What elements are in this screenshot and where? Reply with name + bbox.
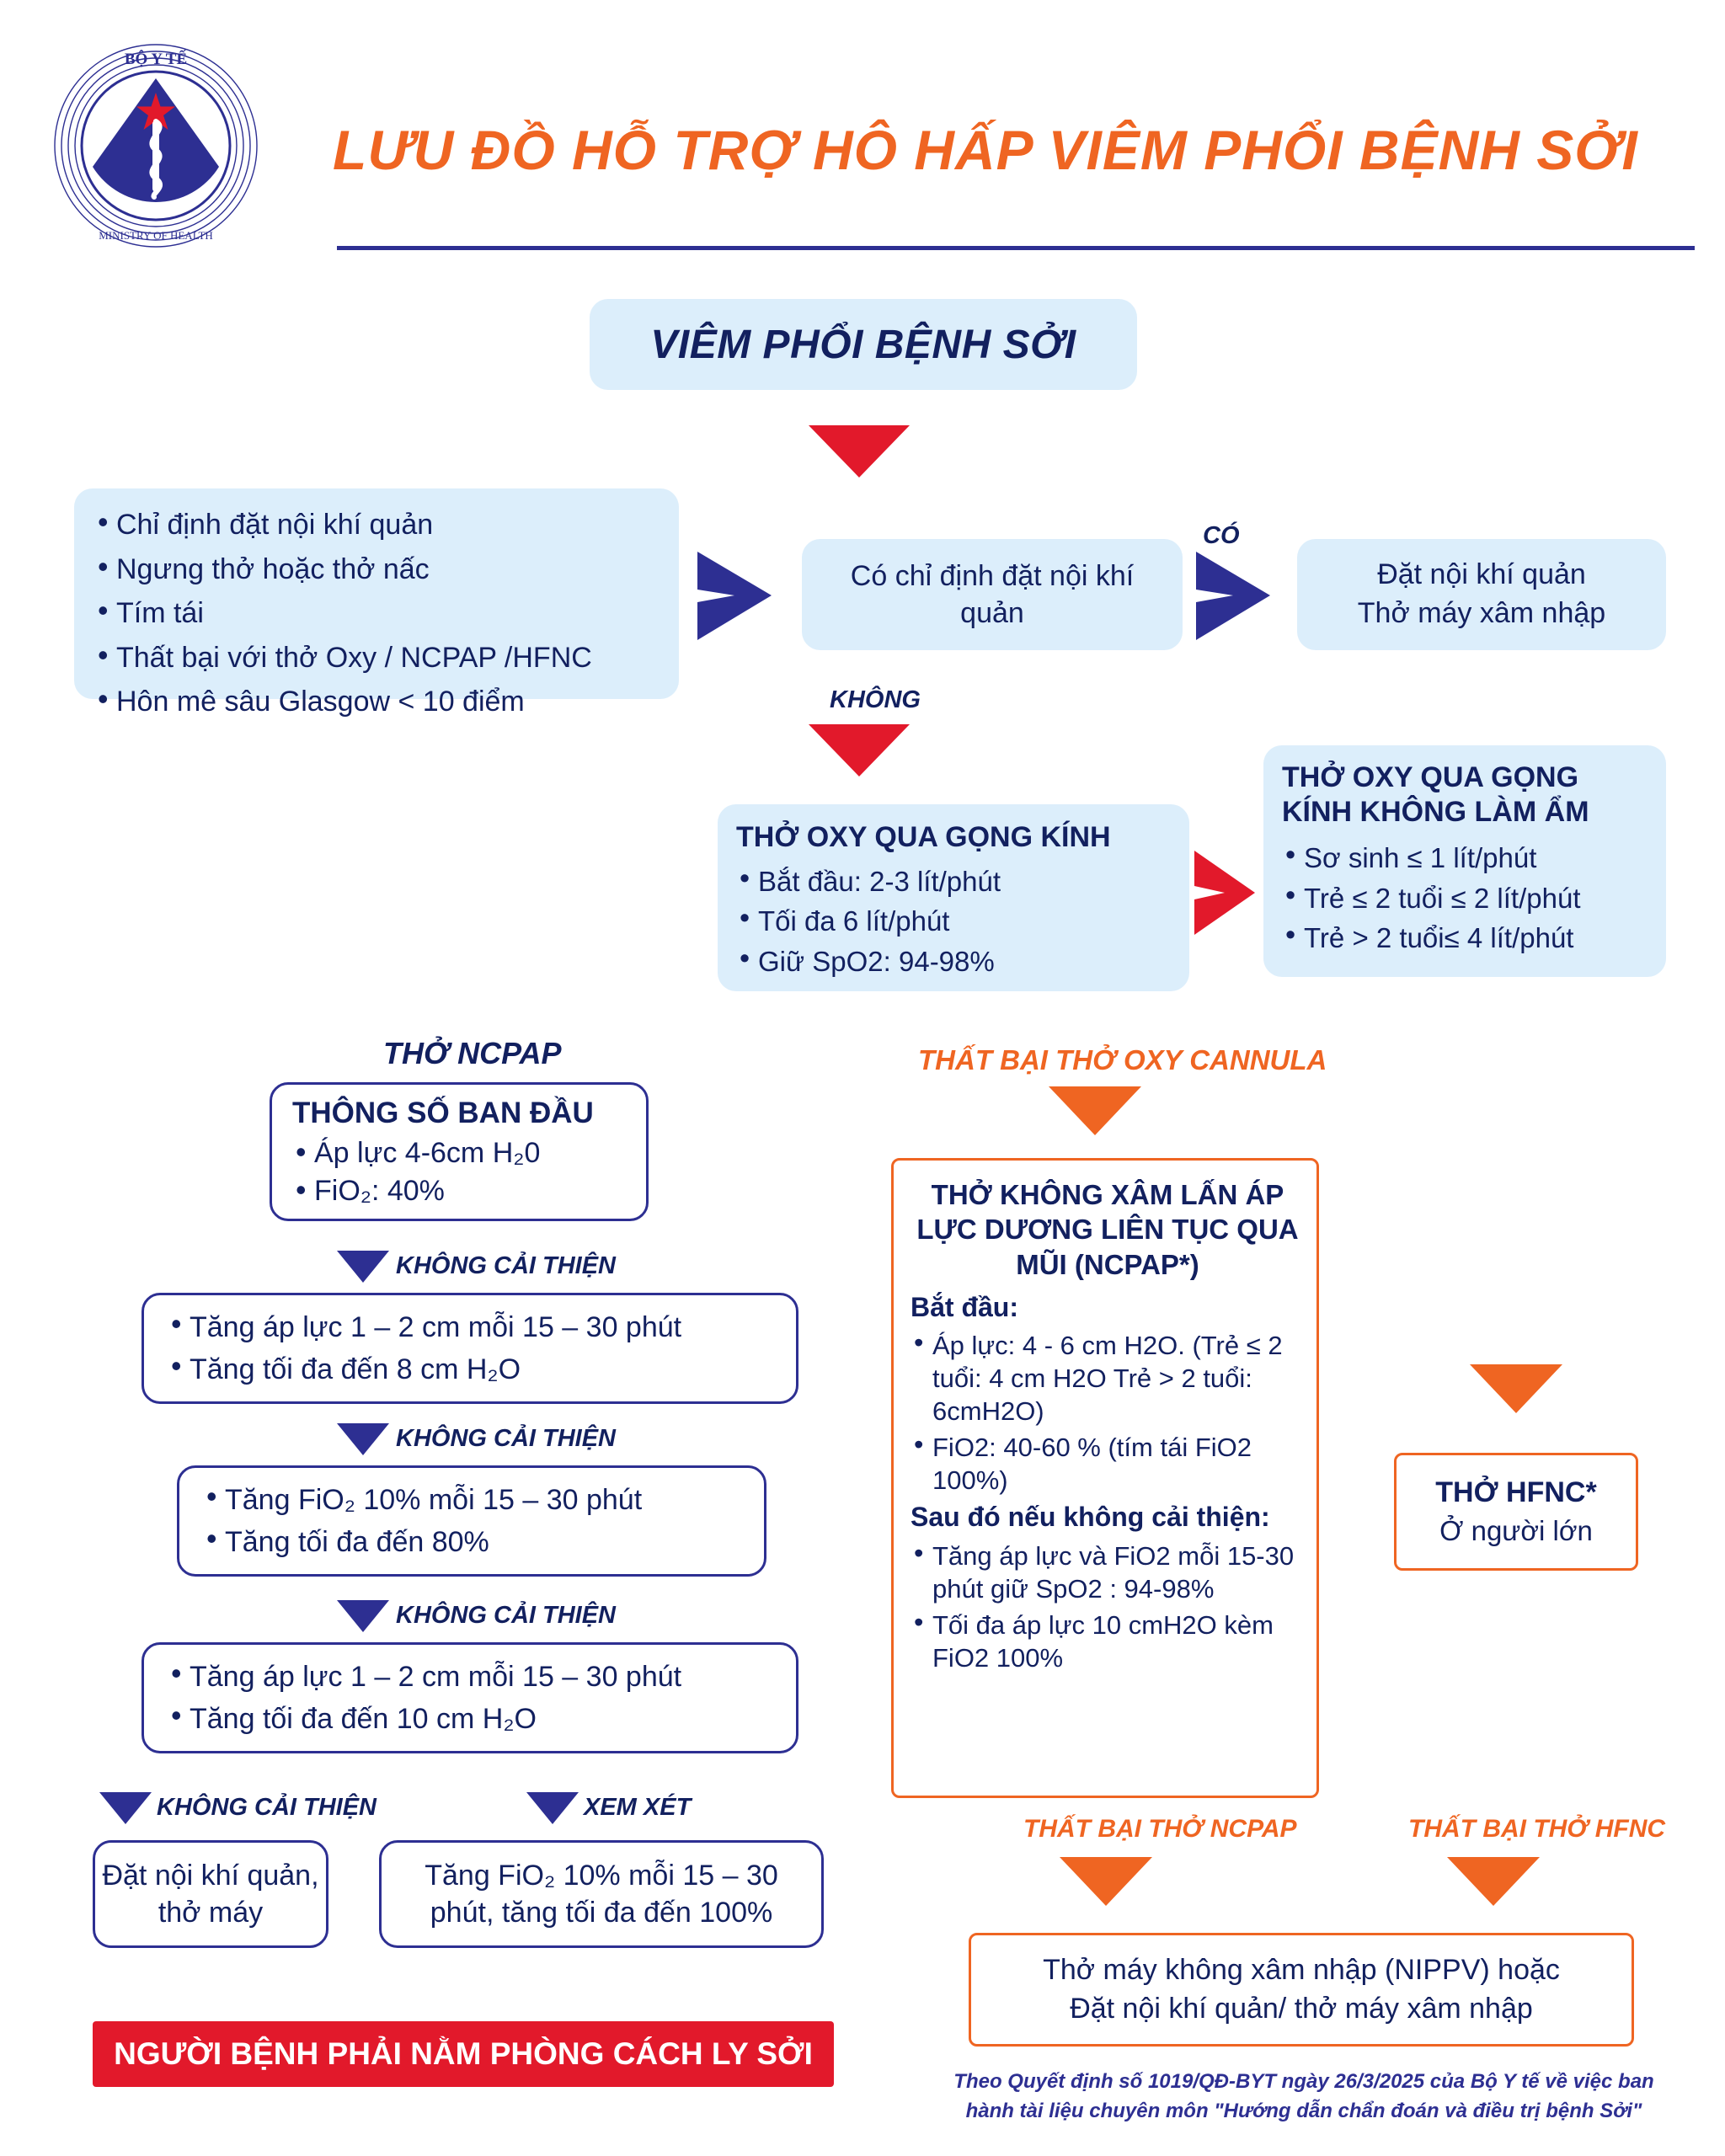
arrow-down-orange-1 (1049, 1086, 1141, 1135)
initial-list (292, 1137, 638, 1208)
label-khong-cai-thien-3: KHÔNG CẢI THIỆN (396, 1602, 616, 1629)
node-co-chi-dinh-dat-noi-khi-quan (802, 539, 1183, 650)
intubate-line-1: Đặt nội khí quản (1377, 558, 1586, 591)
ncpap-then-list (911, 1540, 1305, 1674)
arrow-down-navy-3 (337, 1600, 389, 1632)
list-item: • Tăng áp lực và FiO2 mỗi 15-30 phút giữ SpO2 : 94-98% (911, 1540, 1305, 1605)
node-tho-oxy-khong-lam-am (1263, 745, 1666, 977)
arrow-right-red-1 (1194, 851, 1255, 935)
ncpap-start-list (911, 1329, 1305, 1497)
list-item: • Áp lực: 4 - 6 cm H2O. (Trẻ ≤ 2 tuổi: 4 cm H2O Trẻ > 2 tuổi: 6cmH2O) (911, 1329, 1305, 1428)
list-item: • Tím tái (94, 595, 662, 632)
list-item: • FiO2: 40-60 % (tím tái FiO2 100%) (911, 1431, 1305, 1497)
node-ncpap-step-1 (142, 1293, 798, 1404)
step3-list (168, 1658, 788, 1737)
node-dat-noi-khi-quan-tho-may-left (93, 1840, 328, 1948)
list-item: • Bắt đầu: 2-3 lít/phút (736, 864, 1178, 899)
list-item: • Thất bại với thở Oxy / NCPAP /HFNC (94, 640, 662, 677)
arrow-right-navy-2 (1196, 552, 1270, 640)
arrow-down-red-1 (809, 425, 910, 478)
list-item: • Tối đa 6 lít/phút (736, 904, 1178, 939)
list-item: • Giữ SpO2: 94-98% (736, 944, 1178, 979)
label-khong: KHÔNG (830, 686, 921, 713)
list-item: • Áp lực 4-6cm H₂0 (292, 1137, 638, 1170)
ncpap-start-label: Bắt đầu: (911, 1291, 1018, 1322)
node-dat-noi-khi-quan-tho-may (1297, 539, 1666, 650)
node-nippv (969, 1933, 1634, 2047)
arrow-down-red-2 (809, 724, 910, 776)
footnote (942, 2068, 1666, 2127)
footnote-line-1: Theo Quyết định số 1019/QĐ-BYT ngày 26/3/2025 của Bộ Y tế về việc ban (953, 2070, 1654, 2093)
step1-list (168, 1309, 788, 1388)
list-item: • Tối đa áp lực 10 cmH2O kèm FiO2 100% (911, 1609, 1305, 1674)
arrow-down-orange-3 (1060, 1857, 1152, 1906)
list-item: • Tăng áp lực 1 – 2 cm mỗi 15 – 30 phút (168, 1658, 788, 1695)
node-indication-label: Có chỉ định đặt nội khí quản (850, 559, 1135, 629)
banner-text: NGƯỜI BỆNH PHẢI NẰM PHÒNG CÁCH LY SỞI (114, 2036, 813, 2071)
list-item: • Tăng FiO₂ 10% mỗi 15 – 30 phút (203, 1481, 756, 1518)
arrow-down-orange-2 (1470, 1364, 1562, 1413)
list-item: • Tăng tối đa đến 80% (203, 1524, 756, 1561)
header (0, 0, 1725, 261)
label-co: CÓ (1203, 522, 1240, 549)
label-xem-xet: XEM XÉT (584, 1794, 692, 1821)
list-item: • Trẻ > 2 tuổi≤ 4 lít/phút (1282, 921, 1656, 956)
cannula-title: THỞ OXY QUA GỌNG KÍNH (736, 821, 1111, 853)
arrow-down-navy-1 (337, 1251, 389, 1283)
ncpap-then-label: Sau đó nếu không cải thiện: (911, 1502, 1270, 1533)
arrow-right-navy-1 (697, 552, 772, 640)
list-item: • Chỉ định đặt nội khí quản (94, 507, 662, 544)
step2-list (203, 1481, 756, 1561)
node-thong-so-ban-dau (270, 1082, 649, 1221)
node-intubation-criteria (74, 488, 679, 718)
label-khong-cai-thien-1: KHÔNG CẢI THIỆN (396, 1252, 616, 1279)
node-tho-hfnc (1394, 1453, 1638, 1571)
nohumid-title: THỞ OXY QUA GỌNG KÍNH KHÔNG LÀM ẨM (1282, 761, 1589, 829)
list-item: • Tăng tối đa đến 10 cm H₂O (168, 1700, 788, 1737)
nippv-line-2: Đặt nội khí quản/ thở máy xâm nhập (1070, 1992, 1533, 2025)
title-divider (337, 246, 1695, 250)
logo-top-text: BỘ Y TẾ (124, 51, 188, 68)
initial-title: THÔNG SỐ BAN ĐẦU (292, 1097, 594, 1129)
label-that-bai-tho-oxy-cannula: THẤT BẠI THỞ OXY CANNULA (918, 1044, 1327, 1075)
node-ncpap-step-3 (142, 1642, 798, 1753)
hfnc-title: THỞ HFNC* (1435, 1476, 1597, 1508)
ministry-of-health-logo-icon (51, 40, 261, 251)
node-viem-phoi-benh-soi (590, 299, 1137, 390)
node-ncpap-detail (891, 1158, 1319, 1798)
arrow-down-navy-5 (526, 1792, 579, 1824)
intubate-line-2: Thở máy xâm nhập (1357, 597, 1606, 629)
arrow-down-orange-4 (1447, 1857, 1540, 1906)
node-tho-oxy-qua-gong-kinh (718, 804, 1189, 991)
criteria-list (94, 507, 662, 721)
list-item: • Hôn mê sâu Glasgow < 10 điểm (94, 684, 662, 721)
nippv-line-1: Thở máy không xâm nhập (NIPPV) hoặc (1043, 1953, 1560, 1986)
label-khong-cai-thien-4: KHÔNG CẢI THIỆN (157, 1794, 377, 1821)
logo-bottom-text: MINISTRY OF HEALTH (99, 229, 213, 242)
node-ncpap-step-2 (177, 1465, 766, 1577)
final-right-text: Tăng FiO₂ 10% mỗi 15 – 30 phút, tăng tối đa đến 100% (425, 1859, 778, 1929)
list-item: • Sơ sinh ≤ 1 lít/phút (1282, 841, 1656, 876)
label-khong-cai-thien-2: KHÔNG CẢI THIỆN (396, 1425, 616, 1452)
label-that-bai-tho-ncpap: THẤT BẠI THỞ NCPAP (1023, 1815, 1297, 1843)
node-top-label: VIÊM PHỔI BỆNH SỞI (650, 322, 1076, 367)
page-title: LƯU ĐỒ HỖ TRỢ HÔ HẤP VIÊM PHỔI BỆNH SỞI (333, 119, 1638, 181)
list-item: • FiO₂: 40% (292, 1175, 638, 1208)
list-item: • Ngưng thở hoặc thở nấc (94, 552, 662, 589)
hfnc-subtitle: Ở người lớn (1439, 1514, 1593, 1546)
cannula-list (736, 864, 1178, 979)
label-that-bai-tho-hfnc: THẤT BẠI THỞ HFNC (1408, 1815, 1666, 1843)
nohumid-list (1282, 841, 1656, 956)
list-item: • Tăng áp lực 1 – 2 cm mỗi 15 – 30 phút (168, 1309, 788, 1346)
isolation-banner (93, 2021, 834, 2087)
final-left-text: Đặt nội khí quản, thở máy (102, 1859, 319, 1929)
label-tho-ncpap: THỞ NCPAP (383, 1036, 562, 1070)
arrow-down-navy-2 (337, 1423, 389, 1455)
ncpap-detail-title: THỞ KHÔNG XÂM LẤN ÁP LỰC DƯƠNG LIÊN TỤC QUA MŨI (NCPAP*) (916, 1179, 1299, 1280)
arrow-down-navy-4 (99, 1792, 152, 1824)
list-item: • Trẻ ≤ 2 tuổi ≤ 2 lít/phút (1282, 881, 1656, 916)
list-item: • Tăng tối đa đến 8 cm H₂O (168, 1351, 788, 1388)
footnote-line-2: hành tài liệu chuyên môn "Hướng dẫn chẩn đoán và điều trị bệnh Sởi" (965, 2099, 1642, 2122)
node-tang-fio2-100 (379, 1840, 824, 1948)
